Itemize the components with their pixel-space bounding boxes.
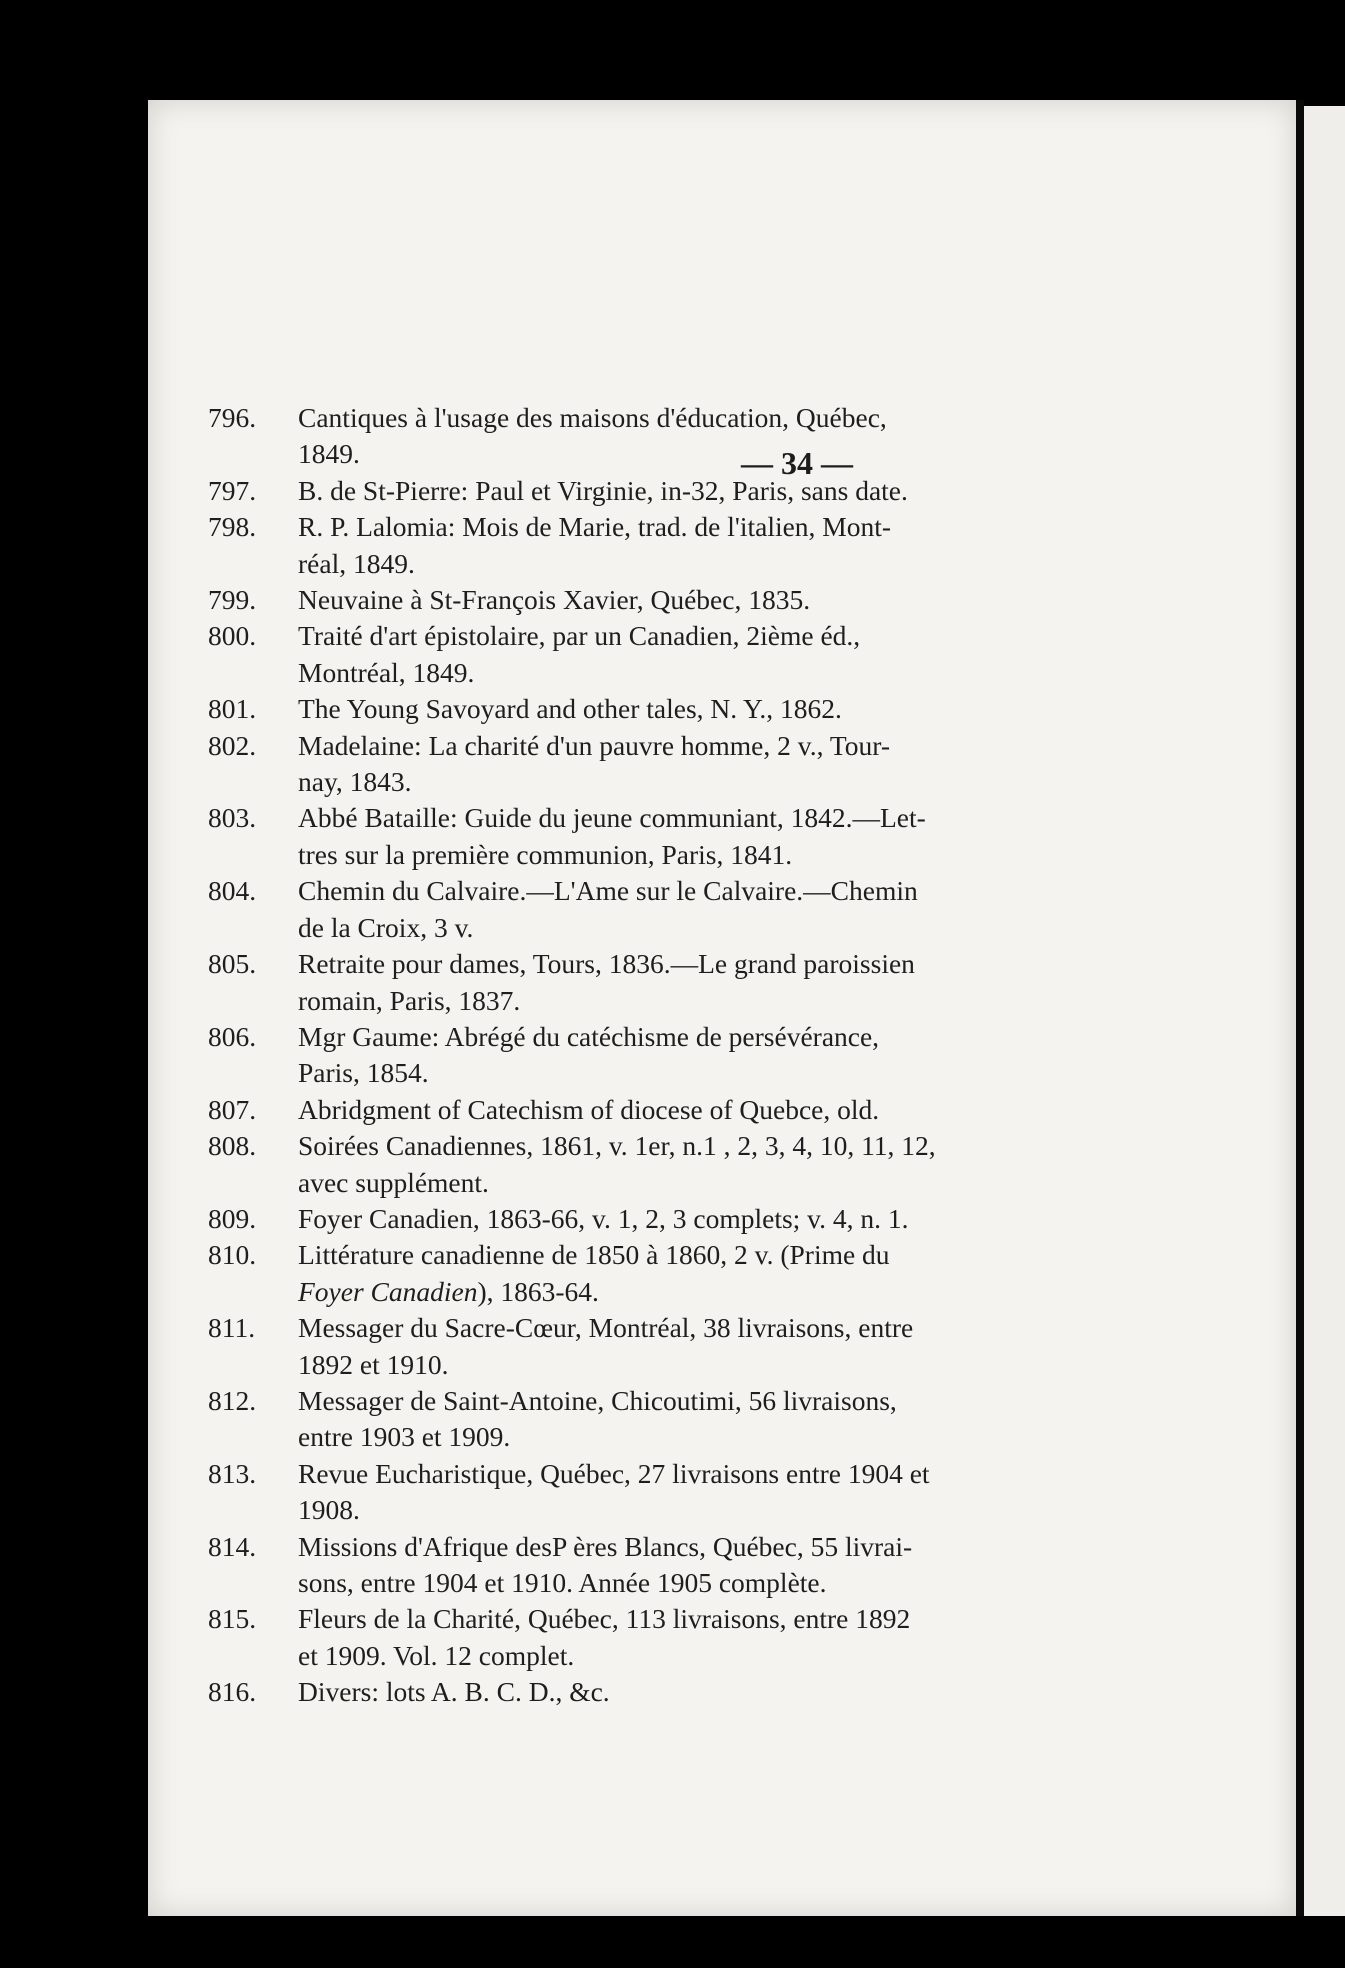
catalog-entry [208,1601,1158,1674]
entry-number: 813. [208,1457,257,1489]
entry-number: 797. [208,474,257,506]
catalog-entry [208,800,1158,873]
entry-line: Mgr Gaume: Abrégé du catéchisme de persévérance, [298,1020,880,1052]
entry-line: Retraite pour dames, Tours, 1836.—Le grand paroissien [298,948,915,980]
entry-text [298,800,1158,873]
entry-line: de la Croix, 3 v. [298,911,474,943]
entry-line: Foyer Canadien, 1863-66, v. 1, 2, 3 complets; v. 4, n. 1. [298,1202,909,1234]
entry-italic-title: Foyer Canadien [298,1275,478,1307]
entry-line: nay, 1843. [298,766,412,798]
catalog-entry [208,1128,1158,1201]
entry-line: Revue Eucharistique, Québec, 27 livraisons entre 1904 et [298,1457,930,1489]
catalog-entry [208,582,1158,618]
catalog-entry [208,1529,1158,1602]
entry-text [298,582,1158,618]
entry-number: 807. [208,1093,257,1125]
entry-number: 812. [208,1384,257,1416]
entry-line: Cantiques à l'usage des maisons d'éducation, Québec, [298,402,887,433]
entry-line: Paris, 1854. [298,1057,429,1089]
catalog-entry [208,400,1158,473]
entry-text [298,946,1158,1019]
catalog-entry [208,946,1158,1019]
entry-line: Divers: lots A. B. C. D., &c. [298,1676,610,1708]
entry-line: Soirées Canadiennes, 1861, v. 1er, n.1 , 2, 3, 4, 10, 11, 12, [298,1130,936,1162]
entry-line: Missions d'Afrique desP ères Blancs, Québec, 55 livrai- [298,1530,913,1562]
entry-line: Messager du Sacre-Cœur, Montréal, 38 livraisons, entre [298,1312,914,1344]
entry-line: romain, Paris, 1837. [298,984,521,1016]
entry-line: tres sur la première communion, Paris, 1841. [298,838,793,870]
entry-number: 806. [208,1020,257,1052]
entry-line: R. P. Lalomia: Mois de Marie, trad. de l'italien, Mont- [298,511,892,543]
entry-line: Montréal, 1849. [298,656,475,688]
entry-line: avec supplément. [298,1166,489,1198]
catalog-list [208,400,1158,1711]
entry-text [298,618,1158,691]
entry-line: Abridgment of Catechism of diocese of Quebce, old. [298,1093,880,1125]
entry-line: et 1909. Vol. 12 complet. [298,1639,575,1671]
catalog-entry [208,873,1158,946]
entry-number: 804. [208,875,257,907]
catalog-entry [208,1456,1158,1529]
entry-number: 816. [208,1676,257,1708]
entry-number: 808. [208,1130,257,1162]
catalog-entry [208,1092,1158,1128]
entry-line: B. de St-Pierre: Paul et Virginie, in-32, Paris, sans date. [298,474,908,506]
entry-number: 798. [208,511,257,543]
entry-text [298,1237,1158,1310]
entry-line-rest: ), 1863-64. [477,1275,599,1307]
page-number: — 34 — [741,445,853,481]
page-gutter [1296,100,1304,1916]
entry-text [298,691,1158,727]
adjacent-page-edge [1304,106,1345,1916]
entry-number: 799. [208,584,257,616]
entry-text [298,1019,1158,1092]
entry-number: 815. [208,1603,257,1635]
entry-text [298,1601,1158,1674]
entry-line: 1849. [298,438,360,470]
entry-text [298,509,1158,582]
entry-text [298,1092,1158,1128]
entry-line: Fleurs de la Charité, Québec, 113 livraisons, entre 1892 [298,1603,911,1635]
entry-line: Littérature canadienne de 1850 à 1860, 2 v. (Prime du [298,1239,890,1271]
catalog-entry [208,1310,1158,1383]
entry-line: The Young Savoyard and other tales, N. Y., 1862. [298,693,842,725]
entry-line: 1892 et 1910. [298,1348,449,1380]
entry-line [298,1274,1158,1310]
entry-line: entre 1903 et 1909. [298,1421,511,1453]
entry-number: 811. [208,1312,256,1344]
entry-line: Traité d'art épistolaire, par un Canadien, 2ième éd., [298,620,861,652]
entry-text [298,873,1158,946]
entry-text [298,400,1158,473]
entry-line: sons, entre 1904 et 1910. Année 1905 complète. [298,1567,827,1598]
entry-text [298,1529,1158,1602]
entry-number: 803. [208,802,257,834]
catalog-entry [208,1237,1158,1310]
catalog-entry [208,1674,1158,1710]
entry-text [298,1456,1158,1529]
entry-number: 796. [208,402,257,433]
entry-text [298,1310,1158,1383]
entry-number: 805. [208,948,257,980]
catalog-entry [208,1019,1158,1092]
entry-number: 800. [208,620,257,652]
entry-line: réal, 1849. [298,547,415,579]
entry-text [298,1128,1158,1201]
entry-text [298,728,1158,801]
entry-number: 814. [208,1530,257,1562]
entry-text [298,473,1158,509]
entry-line: Neuvaine à St-François Xavier, Québec, 1835. [298,584,811,616]
catalog-entry [208,1201,1158,1237]
entry-number: 810. [208,1239,257,1271]
catalog-entry [208,618,1158,691]
entry-number: 809. [208,1202,257,1234]
entry-line: Madelaine: La charité d'un pauvre homme, 2 v., Tour- [298,729,891,761]
catalog-entry [208,473,1158,509]
entry-line: Chemin du Calvaire.—L'Ame sur le Calvaire.—Chemin [298,875,918,907]
entry-line: Messager de Saint-Antoine, Chicoutimi, 56 livraisons, [298,1384,897,1416]
catalog-entry [208,1383,1158,1456]
entry-text [298,1674,1158,1710]
entry-number: 802. [208,729,257,761]
catalog-entry [208,728,1158,801]
entry-line: 1908. [298,1494,360,1526]
catalog-entry [208,509,1158,582]
entry-text [298,1201,1158,1237]
entry-text [298,1383,1158,1456]
catalog-entry [208,691,1158,727]
entry-line: Abbé Bataille: Guide du jeune communiant, 1842.—Let- [298,802,926,834]
entry-number: 801. [208,693,257,725]
